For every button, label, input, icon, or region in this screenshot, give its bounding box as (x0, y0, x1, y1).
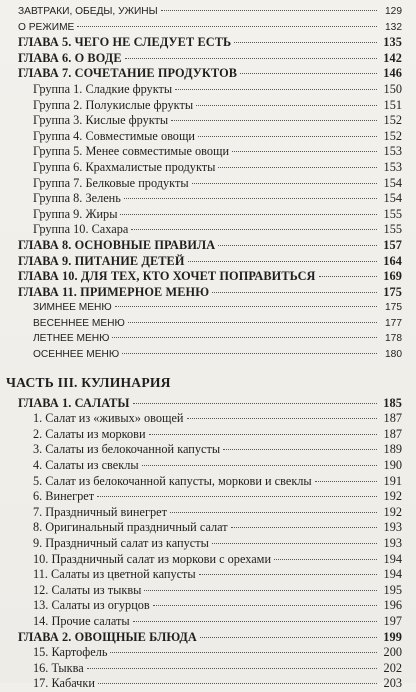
toc-entry-title: Группа 8. Зелень (33, 191, 121, 206)
toc-page-number: 132 (385, 21, 402, 33)
dot-leader (131, 229, 377, 230)
toc-page-number: 189 (383, 442, 402, 457)
toc-entry-title: ГЛАВА 8. ОСНОВНЫЕ ПРАВИЛА (18, 237, 216, 252)
toc-entry-title: ГЛАВА 6. О ВОДЕ (18, 50, 122, 65)
toc-entry-title: Группа 10. Сахара (33, 222, 129, 237)
dot-leader (234, 42, 377, 43)
toc-page-number: 187 (383, 411, 402, 426)
toc-page-number: 191 (383, 473, 402, 488)
table-of-contents (0, 4, 416, 692)
toc-chapter-row (18, 66, 402, 82)
toc-entry-title: Группа 6. Крахмалистые продукты (33, 159, 216, 174)
dot-leader (187, 418, 378, 419)
toc-entry-title: ГЛАВА 5. ЧЕГО НЕ СЛЕДУЕТ ЕСТЬ (18, 35, 232, 50)
toc-page-number: 150 (383, 81, 402, 96)
toc-chapter-row (18, 269, 402, 285)
toc-entry-title: Группа 7. Белковые продукты (33, 175, 189, 190)
toc-chapter-row (18, 51, 402, 67)
dot-leader (133, 403, 377, 404)
toc-entry-title: ВЕСЕННЕЕ МЕНЮ (33, 317, 125, 329)
toc-entry-title: ЗИМНЕЕ МЕНЮ (33, 302, 112, 314)
toc-item-row (33, 552, 402, 568)
toc-page-number: 152 (383, 113, 402, 128)
toc-page-number: 178 (385, 333, 402, 345)
toc-page-number: 195 (383, 582, 402, 597)
toc-entry-title: 8. Оригинальный праздничный салат (33, 520, 228, 535)
dot-leader (128, 322, 377, 323)
dot-leader (212, 292, 377, 293)
toc-subsection-row (18, 20, 402, 36)
toc-subsection-row (33, 300, 402, 316)
toc-chapter-row (18, 238, 402, 254)
toc-entry-title: Группа 5. Менее совместимые овощи (33, 144, 230, 159)
toc-page-number: 154 (383, 175, 402, 190)
toc-entry-title: 2. Салаты из моркови (33, 426, 146, 441)
toc-item-row (33, 207, 402, 223)
toc-entry-title: ГЛАВА 9. ПИТАНИЕ ДЕТЕЙ (18, 253, 185, 268)
toc-page-number: 199 (383, 629, 402, 644)
dot-leader (161, 10, 377, 11)
toc-item-row (33, 661, 402, 677)
toc-chapter-row (18, 396, 402, 412)
toc-page-number: 154 (383, 191, 402, 206)
toc-entry-title: 16. Тыква (33, 660, 84, 675)
toc-page-number: 155 (383, 222, 402, 237)
toc-page-number: 180 (385, 349, 402, 361)
dot-leader (133, 621, 377, 622)
toc-item-row (33, 505, 402, 521)
toc-page-number: 129 (385, 6, 402, 17)
dot-leader (199, 574, 377, 575)
toc-item-row (33, 222, 402, 238)
dot-leader (110, 652, 377, 653)
toc-entry-title: 5. Салат из белокочанной капусты, моркови и свеклы (33, 473, 312, 488)
toc-item-row (33, 567, 402, 583)
dot-leader (170, 512, 377, 513)
toc-entry-title: Группа 1. Сладкие фрукты (33, 81, 173, 96)
toc-item-row (33, 411, 402, 427)
toc-chapter-row (18, 630, 402, 646)
dot-leader (319, 276, 377, 277)
dot-leader (274, 559, 377, 560)
dot-leader (142, 465, 377, 466)
toc-item-row (33, 489, 402, 505)
toc-entry-title: Группа 4. Совместимые овощи (33, 128, 196, 143)
toc-page-number: 200 (383, 645, 402, 660)
toc-page-number: 196 (383, 598, 402, 613)
toc-page-number: 175 (383, 284, 402, 299)
dot-leader (77, 26, 377, 27)
dot-leader (153, 605, 377, 606)
toc-page-number: 185 (383, 395, 402, 410)
dot-leader (196, 105, 377, 106)
toc-entry-title: ОСЕННЕЕ МЕНЮ (33, 349, 120, 361)
dot-leader (112, 337, 377, 338)
toc-page-number: 146 (383, 66, 402, 81)
toc-item-row (33, 427, 402, 443)
toc-page-number: 175 (385, 302, 402, 314)
toc-page-number: 190 (383, 458, 402, 473)
toc-entry-title: ГЛАВА 2. ОВОЩНЫЕ БЛЮДА (18, 629, 197, 644)
toc-entry-title: ГЛАВА 10. ДЛЯ ТЕХ, КТО ХОЧЕТ ПОПРАВИТЬСЯ (18, 269, 316, 284)
dot-leader (212, 543, 377, 544)
toc-item-row (33, 191, 402, 207)
toc-page-number: 202 (383, 660, 402, 675)
dot-leader (125, 58, 377, 59)
dot-leader (98, 683, 377, 684)
toc-item-row (33, 113, 402, 129)
toc-entry-title: 1. Салат из «живых» овощей (33, 411, 184, 426)
part-heading: ЧАСТЬ III. КУЛИНАРИЯ (6, 374, 171, 390)
toc-entry-title: 11. Салаты из цветной капусты (33, 567, 196, 582)
toc-entry-title: 10. Праздничный салат из моркови с орехами (33, 551, 272, 566)
dot-leader (124, 198, 377, 199)
toc-page-number: 192 (383, 489, 402, 504)
toc-subsection-row (18, 4, 402, 20)
dot-leader (171, 120, 377, 121)
dot-leader (188, 261, 377, 262)
toc-entry-title: 4. Салаты из свеклы (33, 458, 139, 473)
toc-item-row (33, 520, 402, 536)
toc-entry-title: ГЛАВА 11. ПРИМЕРНОЕ МЕНЮ (18, 284, 210, 299)
dot-leader (232, 151, 377, 152)
toc-page-number: 151 (383, 97, 402, 112)
dot-leader (218, 167, 377, 168)
toc-entry-title: Группа 3. Кислые фрукты (33, 113, 169, 128)
toc-entry-title: Группа 9. Жиры (33, 206, 118, 221)
toc-entry-title: 13. Салаты из огурцов (33, 598, 150, 613)
dot-leader (120, 214, 377, 215)
toc-chapter-row (18, 35, 402, 51)
toc-page-number: 192 (383, 504, 402, 519)
dot-leader (122, 353, 377, 354)
toc-entry-title: ГЛАВА 1. САЛАТЫ (18, 395, 130, 410)
toc-item-row (33, 442, 402, 458)
toc-page-number: 194 (383, 551, 402, 566)
dot-leader (223, 449, 377, 450)
toc-item-row (33, 144, 402, 160)
toc-item-row (33, 176, 402, 192)
toc-entry-title: ГЛАВА 7. СОЧЕТАНИЕ ПРОДУКТОВ (18, 66, 238, 81)
dot-leader (115, 306, 377, 307)
dot-leader (87, 668, 377, 669)
dot-leader (97, 496, 377, 497)
toc-entry-title: ЗАВТРАКИ, ОБЕДЫ, УЖИНЫ (18, 6, 158, 17)
toc-subsection-row (33, 347, 402, 363)
toc-page-number: 193 (383, 520, 402, 535)
toc-subsection-row (33, 331, 402, 347)
toc-entry-title: 6. Винегрет (33, 489, 95, 504)
toc-page-number: 153 (383, 159, 402, 174)
toc-entry-title: 14. Прочие салаты (33, 613, 130, 628)
toc-page-number: 177 (385, 317, 402, 329)
dot-leader (175, 89, 377, 90)
dot-leader (149, 434, 377, 435)
toc-entry-title: 7. Праздничный винегрет (33, 504, 167, 519)
toc-item-row (33, 458, 402, 474)
toc-entry-title: 15. Картофель (33, 645, 108, 660)
toc-subsection-row (33, 316, 402, 332)
dot-leader (144, 590, 377, 591)
toc-chapter-row (18, 254, 402, 270)
toc-page-number: 153 (383, 144, 402, 159)
toc-item-row (33, 82, 402, 98)
toc-page-number: 194 (383, 567, 402, 582)
toc-item-row (33, 614, 402, 630)
toc-page-number: 135 (383, 35, 402, 50)
toc-item-row (33, 129, 402, 145)
toc-item-row (33, 598, 402, 614)
dot-leader (198, 136, 377, 137)
toc-entry-title: 17. Кабачки (33, 676, 95, 691)
toc-item-row (33, 98, 402, 114)
toc-item-row (33, 536, 402, 552)
toc-page-number: 152 (383, 128, 402, 143)
toc-page-number: 142 (383, 50, 402, 65)
toc-page-number: 169 (383, 269, 402, 284)
toc-page-number: 155 (383, 206, 402, 221)
toc-item-row (33, 583, 402, 599)
toc-page-number: 157 (383, 237, 402, 252)
toc-page-number: 164 (383, 253, 402, 268)
dot-leader (231, 527, 377, 528)
toc-item-row (33, 160, 402, 176)
toc-entry-title: 9. Праздничный салат из капусты (33, 536, 209, 550)
toc-entry-title: 12. Салаты из тыквы (33, 582, 142, 597)
dot-leader (218, 245, 377, 246)
toc-chapter-row (18, 285, 402, 301)
toc-item-row (33, 645, 402, 661)
dot-leader (192, 183, 377, 184)
toc-item-row (33, 676, 402, 692)
toc-entry-title: О РЕЖИМЕ (18, 21, 75, 33)
dot-leader (200, 637, 377, 638)
toc-item-row (33, 474, 402, 490)
dot-leader (240, 73, 377, 74)
toc-page-number: 187 (383, 426, 402, 441)
toc-entry-title: 3. Салаты из белокочанной капусты (33, 442, 221, 457)
toc-page-number: 203 (383, 676, 402, 691)
dot-leader (315, 481, 377, 482)
toc-page-number: 197 (383, 613, 402, 628)
toc-entry-title: Группа 2. Полукислые фрукты (33, 97, 194, 112)
toc-page-number: 193 (383, 536, 402, 550)
toc-entry-title: ЛЕТНЕЕ МЕНЮ (33, 333, 110, 345)
